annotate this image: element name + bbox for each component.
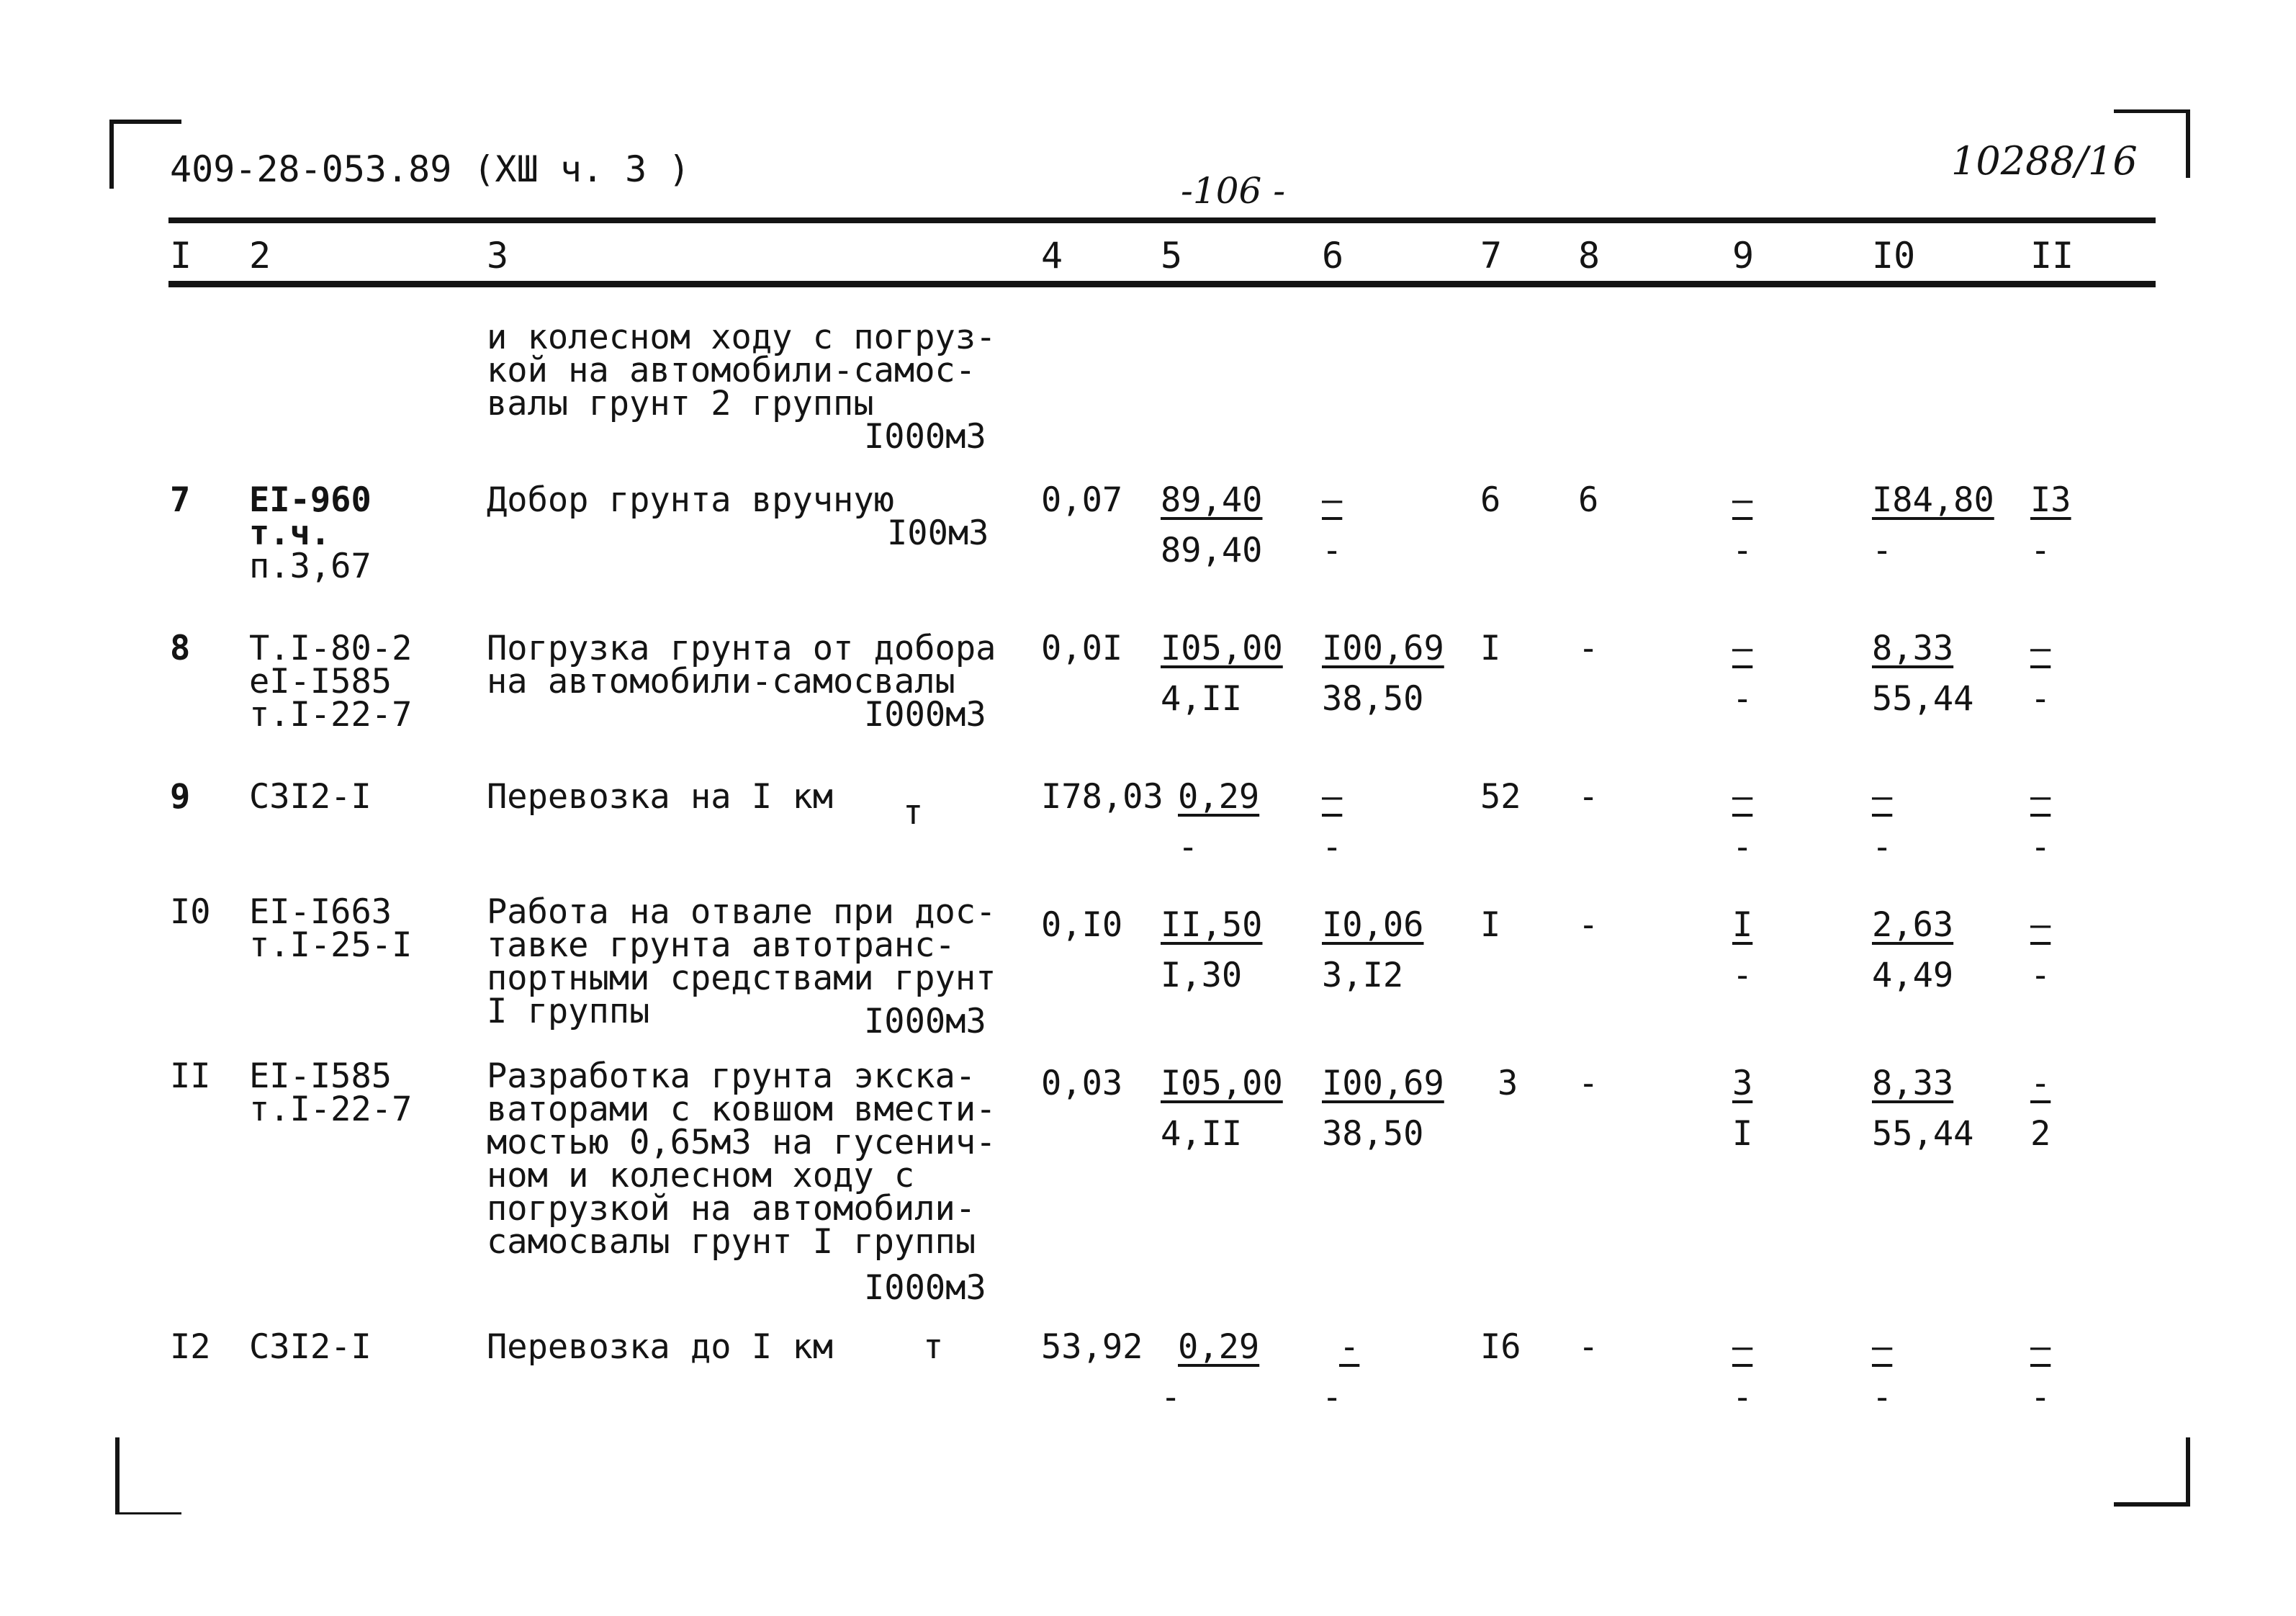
row-number: 9 [170, 777, 191, 817]
quantity: 0,03 [1041, 1064, 1123, 1103]
cell-col11-top: – [2030, 777, 2051, 817]
column-header: 8 [1578, 235, 1601, 277]
cell-col11-bottom: - [2030, 827, 2051, 867]
cell-col10-top: 8,33 [1872, 1064, 1954, 1103]
unit-of-measure: I00м3 [887, 513, 989, 553]
cell-col9-bottom: - [1732, 679, 1753, 719]
document-code: 409-28-053.89 (ХШ ч. 3 ) [170, 148, 690, 190]
frame-corner-bottom-right [2114, 1437, 2190, 1507]
cell-col8: 6 [1578, 480, 1599, 520]
cell-col7: I [1480, 629, 1501, 668]
cell-col11-top: – [2030, 905, 2051, 945]
column-header: II [2030, 235, 2074, 277]
cell-col5-top: I05,00 [1161, 629, 1283, 668]
cell-col5-top: II,50 [1161, 905, 1263, 945]
cell-col11-bottom: - [2030, 531, 2051, 570]
column-header: 4 [1041, 235, 1063, 277]
column-header: 7 [1480, 235, 1503, 277]
cell-col8: - [1578, 1327, 1599, 1367]
page-number: -106 - [1181, 170, 1286, 212]
cell-col6-bottom: - [1322, 531, 1343, 570]
cell-col11-bottom: - [2030, 1378, 2051, 1417]
cell-col10-bottom: - [1872, 1378, 1893, 1417]
cell-col6-top: I0,06 [1322, 905, 1424, 945]
cell-col10-bottom: 55,44 [1872, 1114, 1974, 1154]
rate-code: ЕI-I663 т.I-25-I [249, 892, 413, 965]
column-header: I [170, 235, 192, 277]
unit-of-measure: I000м3 [864, 417, 986, 457]
cell-col5-bottom: I,30 [1161, 956, 1243, 995]
row-number: I0 [170, 892, 211, 932]
unit-of-measure: т [903, 793, 924, 832]
cell-col9-bottom: - [1732, 1378, 1753, 1417]
unit-of-measure: т [923, 1327, 944, 1367]
work-description: Погрузка грунта от добора на автомобили-самосвалы [487, 629, 996, 701]
cell-col5-bottom: 4,II [1161, 1114, 1243, 1154]
cell-col5-bottom: - [1161, 1378, 1181, 1417]
cell-col11-bottom: - [2030, 956, 2051, 995]
cell-col10-top: 2,63 [1872, 905, 1954, 945]
rate-code: ЕI-960 т.ч. п.3,67 [249, 480, 372, 586]
rate-code: Т.I-80-2 еI-I585 т.I-22-7 [249, 629, 413, 735]
work-description: Разработка грунта экска- ваторами с ковшом вмести- мостью 0,65м3 на гусенич- ном и колесном ходу с погрузкой на автомобили- самосвалы грунт I группы [487, 1056, 996, 1262]
cell-col8: - [1578, 1064, 1599, 1103]
cell-col9-top: I [1732, 905, 1753, 945]
cell-col5-top: 0,29 [1178, 777, 1260, 817]
unit-of-measure: I000м3 [864, 695, 986, 735]
cell-col9-top: – [1732, 777, 1753, 817]
row-number: I2 [170, 1327, 211, 1367]
cell-col11-bottom: 2 [2030, 1114, 2051, 1154]
cell-col10-bottom: 4,49 [1872, 956, 1954, 995]
cell-col11-top: – [2030, 1327, 2051, 1367]
cell-col7: I [1480, 905, 1501, 945]
quantity: 0,I0 [1041, 905, 1123, 945]
cell-col8: - [1578, 629, 1599, 668]
unit-of-measure: I000м3 [864, 1002, 986, 1041]
cell-col9-top: – [1732, 1327, 1753, 1367]
cell-col8: - [1578, 777, 1599, 817]
cell-col9-bottom: - [1732, 531, 1753, 570]
unit-of-measure: I000м3 [864, 1268, 986, 1308]
cell-col6-top: - [1339, 1327, 1360, 1367]
work-description: Перевозка на I км [487, 777, 834, 817]
work-description: Перевозка до I км [487, 1327, 834, 1367]
cell-col5-bottom: 4,II [1161, 679, 1243, 719]
column-header: 5 [1161, 235, 1183, 277]
continuation-description: и колесном ходу с погруз- кой на автомобили-самос- валы грунт 2 группы [487, 318, 996, 423]
cell-col8: - [1578, 905, 1599, 945]
cell-col7: 6 [1480, 480, 1501, 520]
column-header: 6 [1322, 235, 1344, 277]
column-header: 2 [249, 235, 271, 277]
cell-col9-top: – [1732, 480, 1753, 520]
rate-code: ЕI-I585 т.I-22-7 [249, 1056, 413, 1129]
quantity: 0,07 [1041, 480, 1123, 520]
cell-col7: I6 [1480, 1327, 1521, 1367]
cell-col6-top: I00,69 [1322, 1064, 1444, 1103]
cell-col10-bottom: 55,44 [1872, 679, 1974, 719]
rate-code: С3I2-I [249, 1327, 372, 1367]
cell-col6-top: – [1322, 480, 1343, 520]
cell-col6-top: I00,69 [1322, 629, 1444, 668]
row-number: 7 [170, 480, 191, 520]
cell-col5-bottom: - [1178, 827, 1199, 867]
cell-col10-top: – [1872, 1327, 1893, 1367]
cell-col7: 3 [1498, 1064, 1518, 1103]
cell-col6-bottom: - [1322, 827, 1343, 867]
cell-col5-top: 0,29 [1178, 1327, 1260, 1367]
column-header: I0 [1872, 235, 1916, 277]
cell-col9-top: – [1732, 629, 1753, 668]
quantity: I78,03 [1041, 777, 1163, 817]
cell-col7: 52 [1480, 777, 1521, 817]
work-description: Добор грунта вручную [487, 480, 894, 520]
table-header-rule [168, 281, 2156, 287]
table-top-rule [168, 217, 2156, 223]
cell-col6-bottom: 38,50 [1322, 1114, 1424, 1154]
cell-col10-top: 8,33 [1872, 629, 1954, 668]
row-number: 8 [170, 629, 191, 668]
cell-col6-bottom: - [1322, 1378, 1343, 1417]
cell-col6-bottom: 3,I2 [1322, 956, 1404, 995]
cell-col11-top: – [2030, 629, 2051, 668]
frame-corner-bottom-left [115, 1437, 181, 1514]
column-header: 3 [487, 235, 509, 277]
cell-col11-top: - [2030, 1064, 2051, 1103]
cell-col5-bottom: 89,40 [1161, 531, 1263, 570]
cell-col9-bottom: I [1732, 1114, 1753, 1154]
cell-col9-bottom: - [1732, 956, 1753, 995]
sheet-code: 10288/16 [1951, 138, 2138, 184]
cell-col5-top: I05,00 [1161, 1064, 1283, 1103]
quantity: 0,0I [1041, 629, 1123, 668]
cell-col11-top: I3 [2030, 480, 2071, 520]
cell-col9-top: 3 [1732, 1064, 1753, 1103]
cell-col11-bottom: - [2030, 679, 2051, 719]
cell-col6-bottom: 38,50 [1322, 679, 1424, 719]
cell-col6-top: – [1322, 777, 1343, 817]
column-header: 9 [1732, 235, 1755, 277]
cell-col9-bottom: - [1732, 827, 1753, 867]
row-number: II [170, 1056, 211, 1096]
cell-col5-top: 89,40 [1161, 480, 1263, 520]
cell-col10-top: I84,80 [1872, 480, 1994, 520]
work-description: Работа на отвале при дос- тавке грунта автотранс- портными средствами грунт I группы [487, 892, 996, 1031]
cell-col10-bottom: - [1872, 827, 1893, 867]
rate-code: С3I2-I [249, 777, 372, 817]
quantity: 53,92 [1041, 1327, 1143, 1367]
cell-col10-bottom: - [1872, 531, 1893, 570]
cell-col10-top: – [1872, 777, 1893, 817]
